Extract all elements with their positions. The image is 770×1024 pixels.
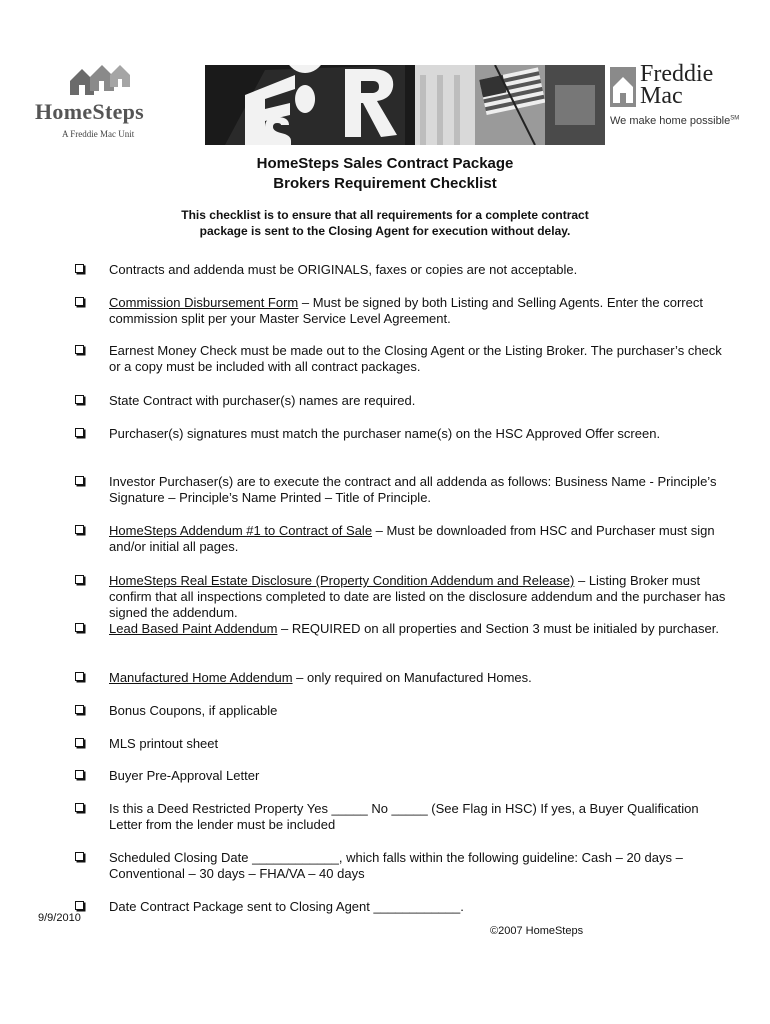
footer-copyright: ©2007 HomeSteps xyxy=(490,925,584,937)
item-text: Bonus Coupons, if applicable xyxy=(109,703,278,718)
checkbox[interactable] xyxy=(75,575,84,584)
checkbox[interactable] xyxy=(75,705,84,714)
footer-date: 9/9/2010 xyxy=(38,912,81,924)
page-title: HomeSteps Sales Contract Package xyxy=(256,155,514,172)
commission-form-link[interactable]: Commission Disbursement Form xyxy=(109,295,299,310)
checkbox[interactable] xyxy=(75,428,84,437)
freddie-mac-logo xyxy=(610,61,760,145)
item-text-rest: – Listing Broker must confirm that all inspections completed to date are listed on the disclosure addendum and the purchaser has signed the addendum. xyxy=(109,573,726,620)
freddie-name-line1: Freddie xyxy=(640,61,714,87)
item-text xyxy=(109,621,735,637)
checkbox[interactable] xyxy=(75,345,84,354)
checkbox[interactable] xyxy=(75,770,84,779)
lead-paint-link[interactable]: Lead Based Paint Addendum xyxy=(109,621,278,636)
checkbox[interactable] xyxy=(75,672,84,681)
item-text: Contracts and addenda must be ORIGINALS, faxes or copies are not acceptable. xyxy=(109,262,578,277)
house-icon xyxy=(610,67,636,107)
item-text xyxy=(109,573,735,621)
header xyxy=(0,55,770,155)
disclosure-link[interactable]: HomeSteps Real Estate Disclosure (Property Condition Addendum and Release) xyxy=(109,573,575,588)
for-sale-sign-image xyxy=(205,65,605,145)
item-text-rest: – REQUIRED on all properties and Section 3 must be initialed by purchaser. xyxy=(277,621,719,636)
item-text: Buyer Pre-Approval Letter xyxy=(109,768,260,783)
checkbox[interactable] xyxy=(75,476,84,485)
for-sale-photo xyxy=(205,65,605,145)
item-text: Is this a Deed Restricted Property Yes _____ No _____ (See Flag in HSC) If yes, a Buyer Qualification Letter from the lender must be included xyxy=(109,801,699,832)
item-text: Date Contract Package sent to Closing Agent ____________. xyxy=(109,899,464,914)
freddie-tagline xyxy=(610,115,739,127)
item-text-rest: – only required on Manufactured Homes. xyxy=(292,670,532,685)
homesteps-logo xyxy=(30,65,160,145)
checkbox[interactable] xyxy=(75,297,84,306)
service-mark: SM xyxy=(730,115,740,122)
checkbox[interactable] xyxy=(75,852,84,861)
item-text-rest: – Must be downloaded from HSC and Purchaser must sign and/or initial all pages. xyxy=(109,523,715,554)
item-text: Earnest Money Check must be made out to the Closing Agent or the Listing Broker. The purchaser’s check or a copy must be included with all contract packages. xyxy=(109,343,722,374)
item-text: Scheduled Closing Date ____________, which falls within the following guideline: Cash – 20 days – Conventional – 30 days – FHA/VA – 40 days xyxy=(109,850,683,881)
checkbox[interactable] xyxy=(75,264,84,273)
homesteps-tagline: A Freddie Mac Unit xyxy=(62,129,135,139)
addendum-1-link[interactable]: HomeSteps Addendum #1 to Contract of Sale xyxy=(109,523,373,538)
checkbox[interactable] xyxy=(75,803,84,812)
item-text: State Contract with purchaser(s) names are required. xyxy=(109,393,416,408)
manufactured-home-link[interactable]: Manufactured Home Addendum xyxy=(109,670,293,685)
item-text: Investor Purchaser(s) are to execute the contract and all addenda as follows: Business Name - Principle’s Signature – Principle’s Name Printed – Title of Principle. xyxy=(109,474,717,505)
item-text-rest: – Must be signed by both Listing and Selling Agents. Enter the correct commission split per your Master Service Level Agreement. xyxy=(109,295,703,326)
intro-line-2: package is sent to the Closing Agent for execution without delay. xyxy=(199,224,571,238)
homesteps-name: HomeSteps xyxy=(35,99,145,124)
freddie-tagline-text: We make home possible xyxy=(610,115,731,127)
checkbox[interactable] xyxy=(75,738,84,747)
intro-line-1: This checklist is to ensure that all requirements for a complete contract xyxy=(181,208,589,222)
item-text xyxy=(109,670,735,686)
item-text: Purchaser(s) signatures must match the purchaser name(s) on the HSC Approved Offer screen. xyxy=(109,426,661,441)
item-text: MLS printout sheet xyxy=(109,736,219,751)
item-text xyxy=(109,523,735,555)
page-subtitle: Brokers Requirement Checklist xyxy=(273,175,497,192)
checkbox[interactable] xyxy=(75,525,84,534)
item-text xyxy=(109,295,735,327)
checkbox[interactable] xyxy=(75,901,84,910)
freddie-name-line2: Mac xyxy=(640,83,683,109)
checkbox[interactable] xyxy=(75,395,84,404)
houses-icon xyxy=(68,65,148,95)
checkbox[interactable] xyxy=(75,623,84,632)
